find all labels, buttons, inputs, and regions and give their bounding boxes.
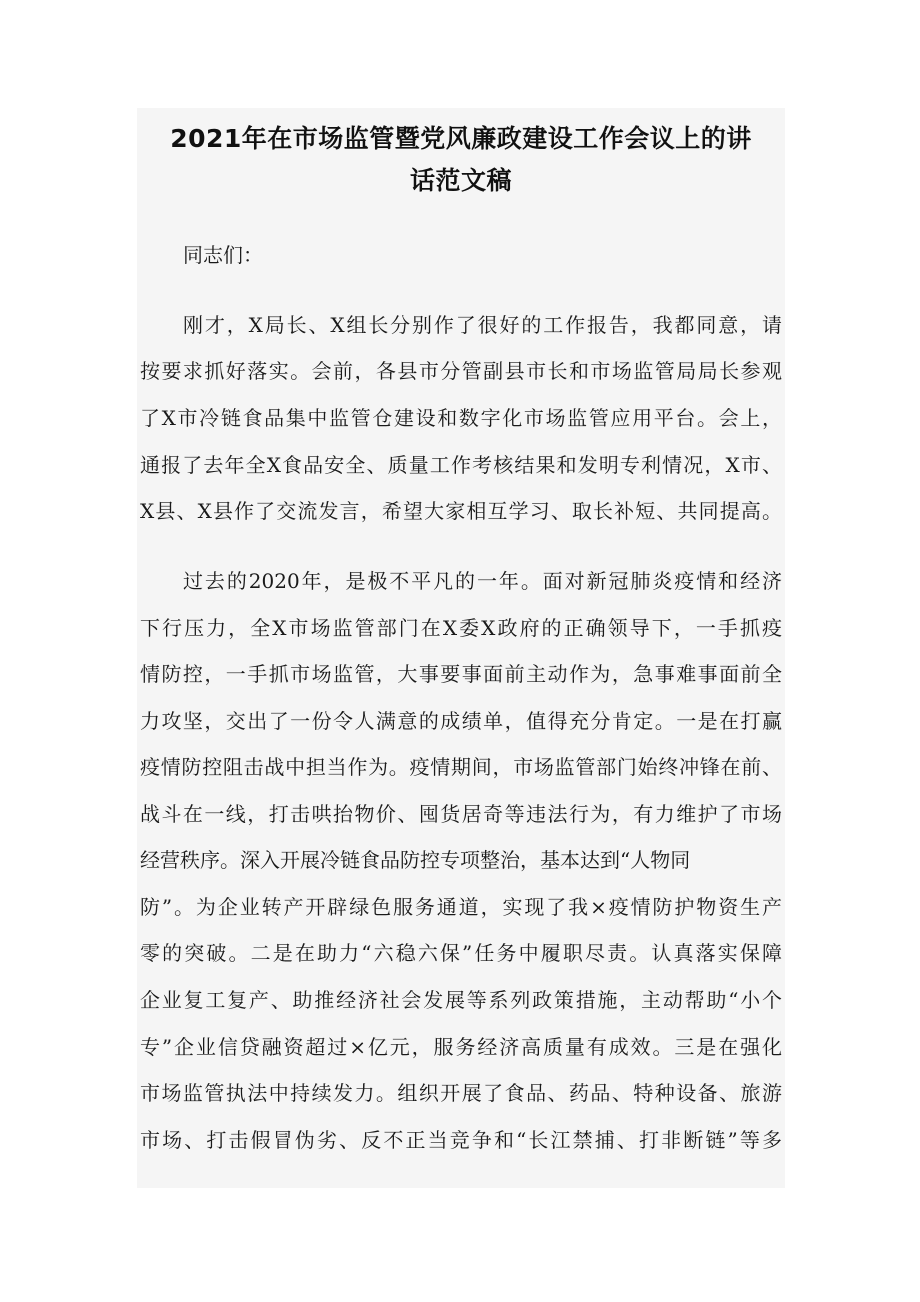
paragraph-2-line: 情防控，一手抓市场监管，大事要事面前主动作为，急事难事面前全 — [140, 662, 782, 686]
paragraph-2-line: 疫情防控阻击战中担当作为。疫情期间，市场监管部门始终冲锋在前、 — [140, 755, 782, 779]
title-line-2: 话范文稿 — [409, 166, 512, 195]
paragraph-1-line: X县、X县作了交流发言，希望大家相互学习、取长补短、共同提高。 — [140, 499, 782, 523]
document-title — [137, 118, 785, 202]
paragraph-2-line: 下行压力，全X市场监管部门在X委X政府的正确领导下，一手抓疫 — [140, 616, 782, 640]
paragraph-2-line: 市场、打击假冒伪劣、反不正当竞争和“长江禁捕、打非断链”等多 — [140, 1128, 782, 1152]
paragraph-1-line: 刚才，X局长、X组长分别作了很好的工作报告，我都同意，请 — [183, 313, 782, 337]
paragraph-1-line: 通报了去年全X食品安全、质量工作考核结果和发明专利情况，X市、 — [140, 453, 782, 477]
document-page — [137, 108, 785, 1188]
paragraph-2-line: 过去的2020年，是极不平凡的一年。面对新冠肺炎疫情和经济 — [183, 569, 782, 593]
paragraph-2-line: 战斗在一线，打击哄抬物价、囤货居奇等违法行为，有力维护了市场 — [140, 802, 782, 826]
title-line-1: 2021年在市场监管暨党风廉政建设工作会议上的讲 — [170, 124, 752, 153]
salutation: 同志们： — [183, 243, 263, 267]
paragraph-2-line: 企业复工复产、助推经济社会发展等系列政策措施，主动帮助“小个 — [140, 988, 782, 1012]
paragraph-2-line: 专”企业信贷融资超过×亿元，服务经济高质量有成效。三是在强化 — [140, 1035, 782, 1059]
paragraph-2-line: 经营秩序。深入开展冷链食品防控专项整治，基本达到“人物同 — [140, 848, 691, 872]
paragraph-1-line: 了X市冷链食品集中监管仓建设和数字化市场监管应用平台。会上， — [140, 406, 782, 430]
paragraph-2-line: 零的突破。二是在助力“六稳六保”任务中履职尽责。认真落实保障 — [140, 941, 782, 965]
paragraph-2-line: 市场监管执法中持续发力。组织开展了食品、药品、特种设备、旅游 — [140, 1081, 782, 1105]
paragraph-2-line: 力攻坚，交出了一份令人满意的成绩单，值得充分肯定。一是在打赢 — [140, 709, 782, 733]
paragraph-2-line: 防”。为企业转产开辟绿色服务通道，实现了我×疫情防护物资生产 — [140, 895, 782, 919]
paragraph-1-line: 按要求抓好落实。会前，各县市分管副县市长和市场监管局局长参观 — [140, 359, 782, 383]
